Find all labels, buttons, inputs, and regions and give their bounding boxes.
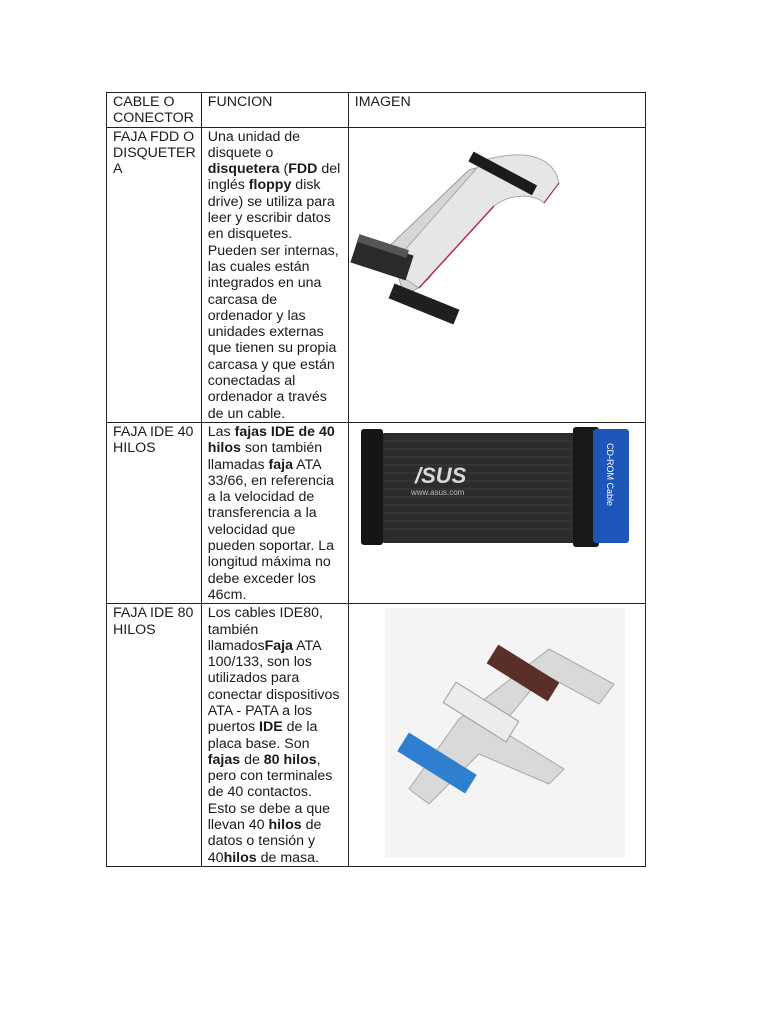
bold-term: hilos	[223, 849, 257, 866]
function-text	[201, 604, 348, 867]
text-run: ATA 100/133, son los utilizados para conectar dispositivos ATA - PATA a los puertos	[207, 637, 340, 736]
table-row	[107, 422, 646, 603]
header-cable: CABLE O CONECTOR	[107, 93, 202, 128]
text-run: (	[279, 161, 289, 178]
table-row	[107, 127, 646, 422]
bold-term: disquetera	[207, 161, 280, 178]
cable-name: FAJA IDE 80 HILOS	[107, 604, 202, 867]
text-run: de	[240, 751, 264, 768]
image-cell	[348, 422, 645, 603]
header-image: IMAGEN	[348, 93, 645, 128]
table-header-row	[107, 93, 646, 128]
text-run: ATA 33/66, en referencia a la velocidad de transferencia a la velocidad que pueden soportar. La longitud máxima no debe exceder los 46cm.	[207, 456, 334, 603]
text-run: son también llamadas	[207, 440, 323, 473]
image-text-url: www.asus.com	[410, 487, 465, 497]
function-text	[201, 127, 348, 422]
bold-term: hilos	[268, 817, 302, 834]
text-run: disk drive) se utiliza para leer y escribir datos en disquetes. Pueden ser internas, las cuales están integrados en una carcasa de ordenador y las unidades externas que tienen su propia carcasa y que están conectadas al ordenador a través de un cable.	[207, 177, 339, 422]
image-cell	[348, 604, 645, 867]
cable-name: FAJA IDE 40 HILOS	[107, 422, 202, 603]
cable-name: FAJA FDD O DISQUETER A	[107, 127, 202, 422]
image-text-cdrom: CD-ROM Cable	[604, 442, 615, 506]
function-text	[201, 422, 348, 603]
header-function: FUNCION	[201, 93, 348, 128]
text-run: Las	[207, 423, 235, 440]
bold-term: fajas IDE de 40 hilos	[207, 423, 335, 457]
table-row	[107, 604, 646, 867]
bold-term: fajas	[207, 751, 241, 768]
bold-term: faja	[268, 456, 293, 473]
ide-40-ribbon-cable-icon	[349, 423, 645, 585]
bold-term: FDD	[288, 161, 318, 178]
text-run: de datos o tensión y 40	[207, 817, 322, 866]
text-run: del inglés	[207, 161, 341, 194]
text-run: de masa.	[256, 849, 319, 866]
text-run: Una unidad de disquete o	[207, 128, 301, 161]
bold-term: floppy	[248, 177, 292, 194]
ide-80-ribbon-cable-icon	[349, 604, 645, 866]
bold-term: Faja	[264, 637, 293, 654]
bold-term: 80 hilos	[263, 751, 317, 768]
bold-term: IDE	[259, 719, 283, 736]
text-run: Los cables IDE80, también llamados	[207, 605, 323, 654]
cable-table	[106, 92, 646, 867]
image-text-logo: /SUS	[414, 462, 467, 488]
image-cell	[348, 127, 645, 422]
text-run: , pero con terminales de 40 contactos. Esto se debe a que llevan 40	[207, 751, 333, 834]
text-run: de la placa base. Son	[207, 719, 318, 752]
floppy-ribbon-cable-icon	[349, 128, 645, 390]
